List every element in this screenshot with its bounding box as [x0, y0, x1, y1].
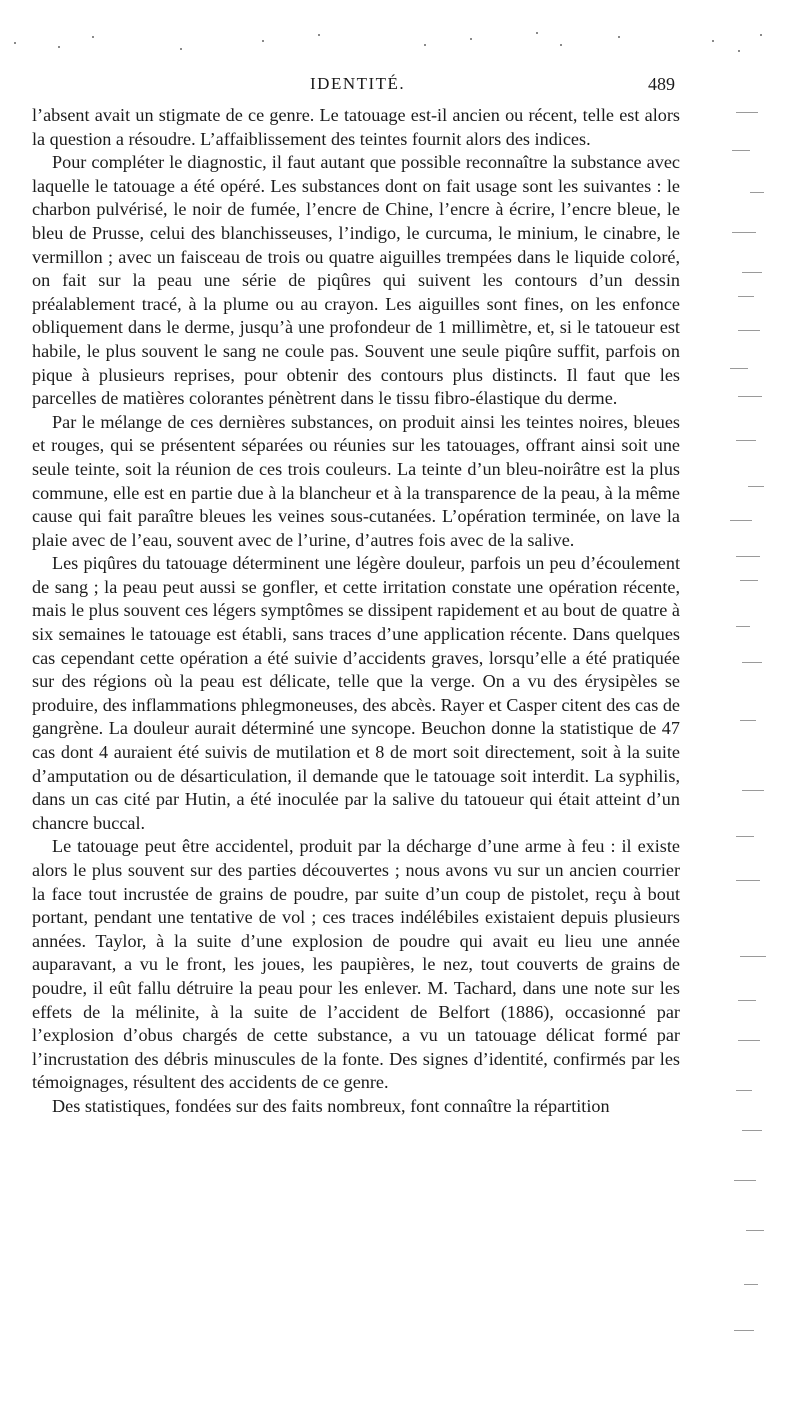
paragraph: Les piqûres du tatouage déterminent une légère douleur, parfois un peu d’écoulement de sang ; la peau peut aussi se gonfler, et cette irritation constate une opération récente, mais le plus souvent ces légers symptômes se dissipent rapidement et au bout de quatre à six semaines le tatouage est établi, sans traces d’une application récente. Dans quelques cas cependant cette opération a été suivie d’accidents graves, lorsqu’elle a été pratiquée sur des régions où la peau est délicate, telle que la verge. On a vu des érysipèles se produire, des inflammations phlegmoneuses, des abcès. Rayer et Casper citent des cas de gangrène. La douleur aurait déterminé une syncope. Beuchon donne la statistique de 47 cas dont 4 auraient été suivis de mutilation et 8 de mort soit directement, soit à la suite d’amputation ou de désarticulation, il demande que le tatouage soit interdit. La syphilis, dans un cas cité par Hutin, a été inoculée par la salive du tatoueur qui était atteint d’un chancre buccal.	[32, 553, 680, 833]
margin-scan-marks	[690, 0, 800, 1403]
paragraph: Pour compléter le diagnostic, il faut autant que possible reconnaître la substance avec laquelle le tatouage a été opéré. Les substances dont on fait usage sont les suivantes : le charbon pulvérisé, le noir de fumée, l’encre de Chine, l’encre à écrire, l’encre bleue, le bleu de Prusse, celui des blanchisseuses, l’indigo, le curcuma, le minium, le cinabre, le vermillon ; avec un faisceau de trois ou quatre aiguilles trempées dans le liquide coloré, on fait sur la peau une série de piqûres qui suivent les contours d’un dessin préalablement tracé, à la plume ou au crayon. Les aiguilles sont fines, on les enfonce obliquement dans le derme, jusqu’à une profondeur de 1 millimètre, et, si le tatoueur est habile, le plus souvent le sang ne coule pas. Souvent une seule piqûre suffit, parfois on pique à plusieurs reprises, pour obtenir des contours plus distincts. Il faut que les parcelles de matières colorantes pénètrent dans le tissu fibro-élastique du derme.	[32, 152, 680, 409]
scan-speckle	[0, 30, 800, 70]
paragraph: Le tatouage peut être accidentel, produit par la décharge d’une arme à feu : il existe alors le plus souvent sur des parties découvertes ; nous avons vu sur un ancien courrier la face tout incrustée de grains de poudre, par suite d’un coup de pistolet, reçu à bout portant, pendant une tentative de vol ; ces traces indélébiles existaient depuis plusieurs années. Taylor, à la suite d’une explosion de poudre qui avait eu lieu une année auparavant, a vu le front, les joues, les paupières, le nez, tout couverts de grains de poudre, il eût fallu détruire la peau pour les enlever. M. Tachard, dans une note sur les effets de la mélinite, à la suite de l’accident de Belfort (1886), occasionné par l’explosion d’obus chargés de cette substance, a vu un tatouage délicat formé par l’incrustation des débris minuscules de la fonte. Des signes d’identité, confirmés par les témoignages, résultent des accidents de ce genre.	[32, 836, 680, 1093]
page-header	[0, 74, 800, 100]
paragraph: l’absent avait un stigmate de ce genre. Le tatouage est-il ancien ou récent, telle est alors la question a résoudre. L’affaiblissement des teintes fournit alors des indices.	[32, 105, 680, 149]
page-number: 489	[648, 74, 675, 94]
paragraph: Par le mélange de ces dernières substances, on produit ainsi les teintes noires, bleues et rouges, qui se présentent séparées ou réunies sur les tatouages, offrant ainsi soit une seule teinte, soit la réunion de ces trois couleurs. La teinte d’un bleu-noirâtre est la plus commune, elle est en partie due à la blancheur et à la transparence de la peau, à la même cause qui fait paraître bleues les veines sous-cutanées. L’opération terminée, on lave la plaie avec de l’eau, souvent avec de l’urine, d’autres fois avec de la salive.	[32, 411, 680, 550]
running-title: IDENTITÉ.	[310, 74, 406, 93]
paragraph: Des statistiques, fondées sur des faits nombreux, font connaître la répartition	[52, 1095, 610, 1116]
body-text	[32, 104, 680, 1119]
